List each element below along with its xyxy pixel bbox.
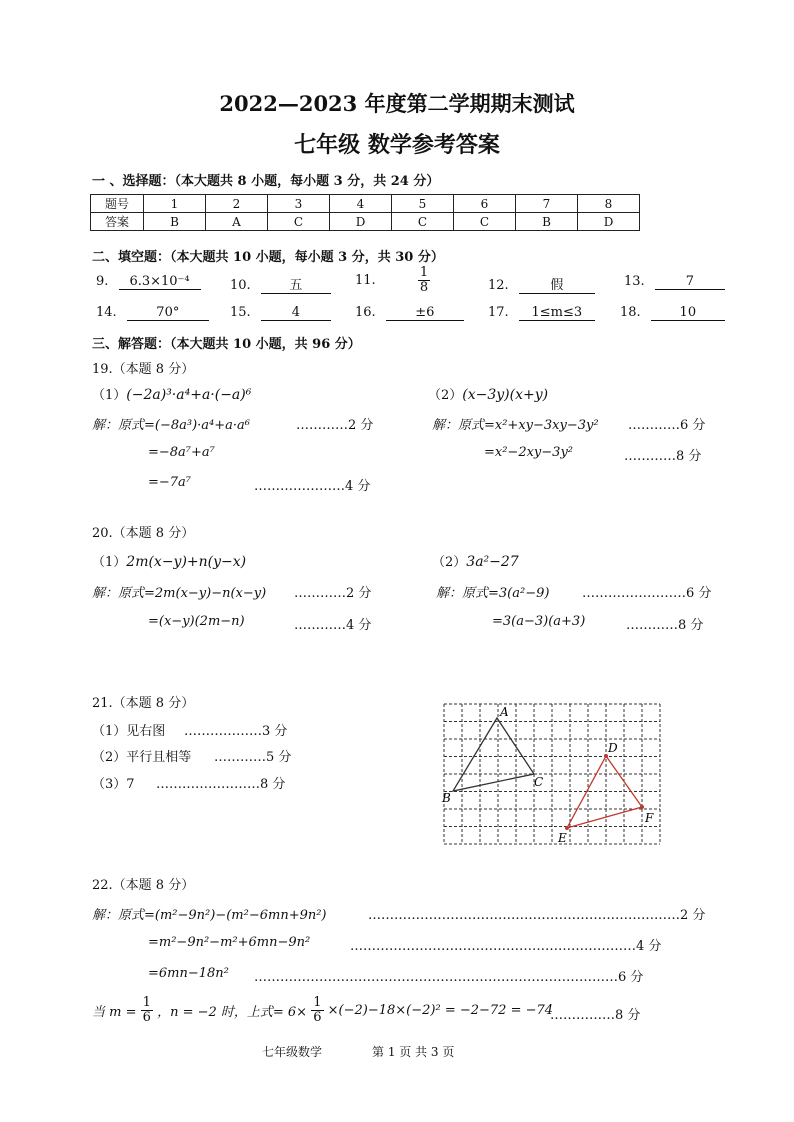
q19-p1-step1: 解：原式=(−8a³)·a⁴+a·a⁶ …………2 分	[92, 418, 374, 433]
fill-answer: 1≤m≤3	[519, 305, 595, 321]
q22-step3: =6mn−18n² …………………………………………………………………………6 分	[148, 966, 644, 985]
fill-item-9: 9. 6.3×10⁻⁴	[96, 274, 201, 290]
section1-heading: 一 、选择题：（本大题共 8 小题，每小题 3 分，共 24 分）	[92, 174, 440, 189]
fill-item-16: 16. ±6	[355, 305, 464, 321]
table-cell: 2	[206, 195, 268, 213]
table-cell: 答案	[91, 213, 144, 231]
fraction: $\frac{1}{8}$	[419, 265, 429, 295]
q19-p1-step2: =−8a⁷+a⁷	[148, 445, 215, 460]
table-row-answers	[91, 213, 640, 231]
fill-answer: ±6	[386, 305, 464, 321]
fraction-m: $\frac{1}{6}$	[142, 995, 151, 1025]
q19-p2-step2: =x²−2xy−3y² …………8 分	[484, 445, 702, 464]
q20-p2-step1: 解：原式=3(a²−9) ……………………6 分	[436, 586, 712, 601]
table-cell: 题号	[91, 195, 144, 213]
table-cell: C	[268, 213, 330, 231]
table-cell: 8	[578, 195, 640, 213]
fill-answer: 假	[519, 274, 595, 294]
q19-p1-step3: =−7a⁷ …………………4 分	[148, 475, 371, 494]
q19-part2-problem: （2）(x−3y)(x+y)	[428, 387, 549, 403]
fill-item-18: 18. 10	[620, 305, 725, 321]
point-f	[640, 805, 644, 809]
fill-item-12: 12. 假	[488, 274, 595, 294]
table-cell: B	[516, 213, 578, 231]
q22-final: 当 m = $\frac{1}{6}$ ，n = −2 时，上式= 6× $\frac{1}{6}$ ×(−2)−18×(−2)² = −2−72 = −74 ……………8 分	[92, 995, 641, 1025]
triangle-abc	[453, 718, 534, 791]
q21-header: 21.（本题 8 分）	[92, 696, 195, 711]
q19-header: 19.（本题 8 分）	[92, 362, 195, 377]
q19-part1-problem: （1）(−2a)³·a⁴+a·(−a)⁶	[92, 387, 252, 403]
q22-step1: 解：原式=(m²−9n²)−(m²−6mn+9n²) ………………………………………………………………2 分	[92, 908, 706, 923]
table-cell: 7	[516, 195, 578, 213]
fill-item-11: 11. $\frac{1}{8}$	[355, 265, 429, 295]
q20-part1-problem: （1）2m(x−y)+n(y−x)	[92, 554, 247, 570]
page-title: 2022—2023 年度第二学期期末测试	[219, 91, 575, 116]
table-cell: D	[330, 213, 392, 231]
q19-p2-step1: 解：原式=x²+xy−3xy−3y² …………6 分	[432, 418, 706, 433]
q20-p2-step2: =3(a−3)(a+3) …………8 分	[492, 614, 704, 633]
label-f: F	[645, 811, 654, 825]
table-cell: D	[578, 213, 640, 231]
table-cell: C	[392, 213, 454, 231]
fill-item-13: 13. 7	[624, 274, 725, 290]
fill-answer: 10	[651, 305, 725, 321]
fill-answer: 4	[261, 305, 331, 321]
fill-answer: 五	[261, 274, 331, 294]
q22-step2: =m²−9n²−m²+6mn−9n² …………………………………………………………4 分	[148, 935, 662, 954]
q20-p1-step2: =(x−y)(2m−n) …………4 分	[148, 614, 372, 633]
table-cell: 5	[392, 195, 454, 213]
q20-part2-problem: （2）3a²−27	[432, 554, 519, 570]
label-b: B	[442, 791, 451, 805]
fill-answer: 7	[655, 274, 725, 290]
q20-header: 20.（本题 8 分）	[92, 526, 195, 541]
fill-answer: 70°	[127, 305, 209, 321]
table-cell: B	[144, 213, 206, 231]
fill-answer: 6.3×10⁻⁴	[119, 274, 201, 290]
table-row-header	[91, 195, 640, 213]
fill-item-10: 10. 五	[230, 274, 331, 294]
dashed-grid	[444, 704, 660, 844]
footer-page-number: 第 1 页 共 3 页	[372, 1045, 455, 1059]
fraction-sixth: $\frac{1}{6}$	[313, 995, 322, 1025]
fill-item-17: 17. 1≤m≤3	[488, 305, 595, 321]
table-cell: A	[206, 213, 268, 231]
table-cell: 6	[454, 195, 516, 213]
section2-heading: 二、填空题：（本大题共 10 小题，每小题 3 分，共 30 分）	[92, 250, 444, 265]
section3-heading: 三、解答题：（本大题共 10 小题，共 96 分）	[92, 337, 361, 352]
q20-p1-step1: 解：原式=2m(x−y)−n(x−y) …………2 分	[92, 586, 372, 601]
choice-answer-table	[90, 194, 640, 231]
fill-item-15: 15. 4	[230, 305, 331, 321]
q21-line1: （1）见右图 ………………3 分	[92, 724, 288, 739]
q21-line3: （3）7 ……………………8 分	[92, 777, 286, 792]
q21-line2: （2）平行且相等 …………5 分	[92, 750, 292, 765]
label-c: C	[534, 775, 544, 789]
table-cell: 4	[330, 195, 392, 213]
fill-item-14: 14. 70°	[96, 305, 209, 321]
triangle-grid-figure	[440, 700, 664, 848]
label-d: D	[608, 741, 618, 755]
point-e	[565, 826, 569, 830]
q22-header: 22.（本题 8 分）	[92, 878, 195, 893]
label-e: E	[558, 831, 567, 845]
table-cell: 3	[268, 195, 330, 213]
footer-subject: 七年级数学	[262, 1045, 323, 1059]
table-cell: 1	[144, 195, 206, 213]
label-a: A	[500, 705, 509, 719]
table-cell: C	[454, 213, 516, 231]
page-subtitle: 七年级 数学参考答案	[294, 132, 500, 158]
